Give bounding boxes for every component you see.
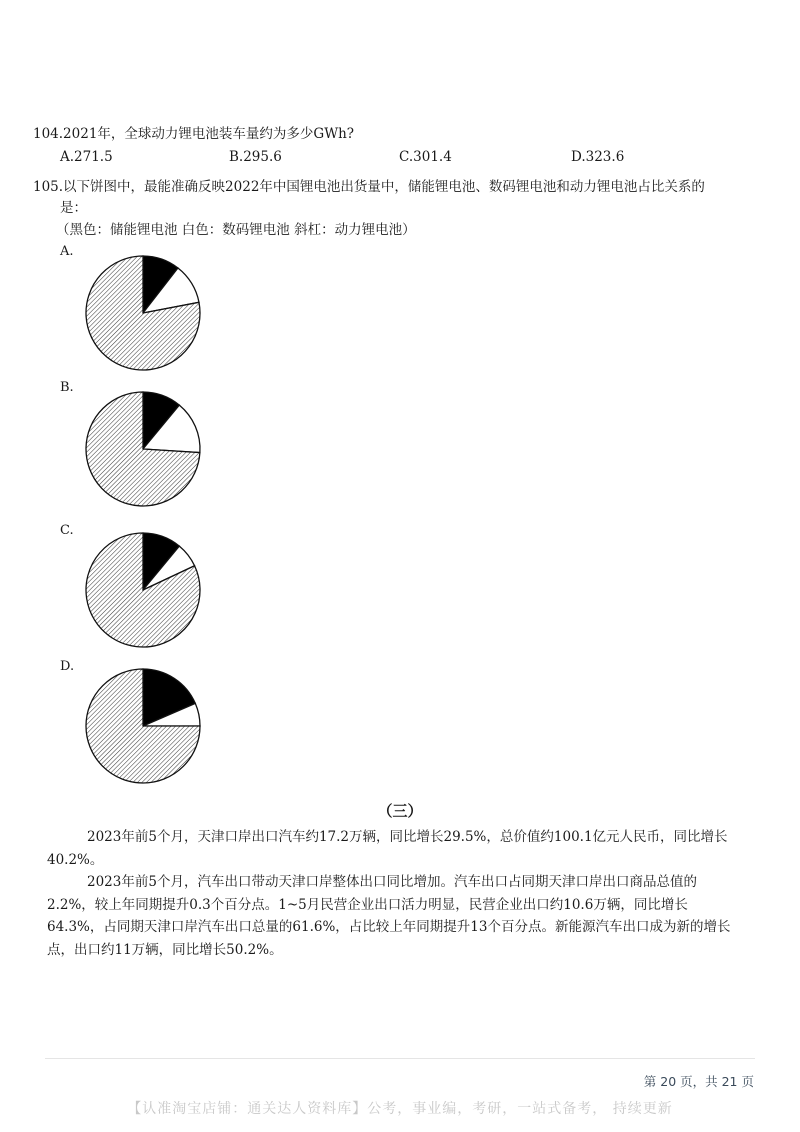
pie-label-c[interactable]: C. bbox=[60, 523, 74, 538]
question-105-line2: 是： bbox=[60, 200, 87, 216]
watermark: 【认准淘宝店铺：通关达人资料库】公考，事业编，考研，一站式备考， 持续更新 bbox=[127, 1101, 673, 1117]
pie-label-b[interactable]: B. bbox=[60, 380, 74, 395]
pie-chart-c[interactable] bbox=[80, 527, 206, 653]
pie-chart-b[interactable] bbox=[80, 386, 206, 512]
pie-chart-a[interactable] bbox=[80, 250, 206, 376]
pie-chart-d[interactable] bbox=[80, 663, 206, 789]
question-104: 104.2021年，全球动力锂电池装车量约为多少GWh? bbox=[33, 126, 355, 142]
page-number: 第 20 页，共 21 页 bbox=[643, 1074, 754, 1089]
section-title: （三） bbox=[377, 802, 423, 820]
pie-label-d[interactable]: D. bbox=[60, 659, 75, 674]
paragraph-2-text: 2023年前5个月，汽车出口带动天津口岸整体出口同比增加。汽车出口占同期天津口岸出口商品总值的2.2%，较上年同期提升0.3个百分点。1~5月民营企业出口活力明显，民营企业出口约10.6万辆，同比增长64.3%，占同期天津口岸汽车出口总量的61.6%，占比较上年同期提升13个百分点。新能源汽车出口成为新的增长点，出口约11万辆，同比增长50.2%。 bbox=[47, 874, 731, 958]
option-b[interactable]: B.295.6 bbox=[229, 149, 282, 165]
pie-label-a[interactable]: A. bbox=[60, 244, 74, 259]
option-c[interactable]: C.301.4 bbox=[399, 149, 452, 165]
option-a[interactable]: A.271.5 bbox=[60, 149, 113, 165]
paragraph-2 bbox=[47, 871, 737, 961]
option-d[interactable]: D.323.6 bbox=[571, 149, 625, 165]
question-105-legend: （黑色：储能锂电池 白色：数码锂电池 斜杠：动力锂电池） bbox=[56, 222, 416, 238]
question-105-line1: 105.以下饼图中，最能准确反映2022年中国锂电池出货量中，储能锂电池、数码锂电池和动力锂电池占比关系的 bbox=[33, 179, 705, 195]
footer-divider bbox=[45, 1058, 755, 1059]
paragraph-1 bbox=[47, 826, 737, 871]
paragraph-1-text: 2023年前5个月，天津口岸出口汽车约17.2万辆，同比增长29.5%，总价值约100.1亿元人民币，同比增长40.2%。 bbox=[47, 829, 728, 868]
